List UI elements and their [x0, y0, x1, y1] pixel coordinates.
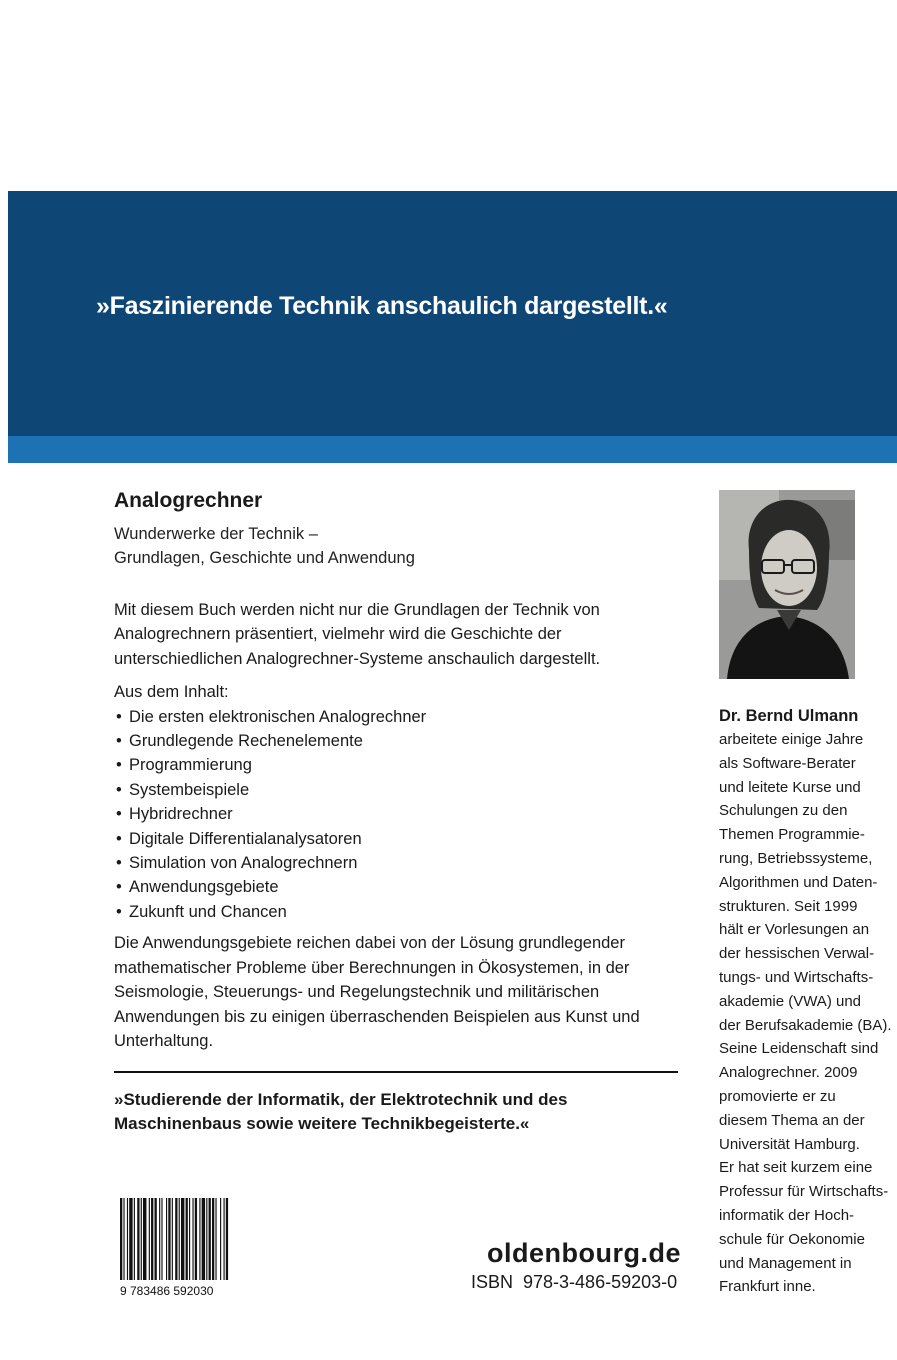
barcode-bar — [137, 1198, 139, 1280]
isbn-number: 978-3-486-59203-0 — [523, 1272, 678, 1292]
barcode-bar — [127, 1198, 128, 1280]
barcode-bar — [202, 1198, 205, 1280]
audience-quote — [114, 1088, 684, 1136]
bio-line: strukturen. Seit 1999 — [719, 897, 858, 915]
bullet-icon: • — [116, 732, 122, 751]
bio-line: hält er Vorlesungen an — [719, 921, 870, 939]
list-item: • Zukunft und Chancen — [114, 900, 680, 924]
barcode-bar — [129, 1198, 132, 1280]
bullet-icon: • — [116, 854, 122, 873]
barcode-bar — [189, 1198, 190, 1280]
barcode-bar — [155, 1198, 157, 1280]
barcode-bar — [181, 1198, 184, 1280]
bio-line: rung, Betriebssysteme, — [719, 849, 873, 867]
bio-line: Professur für Wirtschafts- — [719, 1183, 889, 1201]
barcode-bar — [175, 1198, 177, 1280]
bio-line: promovierte er zu — [719, 1087, 836, 1105]
isbn-line — [471, 1272, 679, 1293]
barcode-bar — [220, 1198, 221, 1280]
barcode-bar — [206, 1198, 207, 1280]
barcode — [118, 1198, 266, 1298]
bullet-icon: • — [116, 829, 122, 848]
list-item: • Systembeispiele — [114, 778, 680, 802]
barcode-bar — [141, 1198, 142, 1280]
publisher-url: oldenbourg.de — [487, 1238, 681, 1268]
bio-line: tungs- und Wirtschafts- — [719, 968, 874, 986]
book-title: Analogrechner — [114, 489, 263, 512]
bio-line: schule für Oekonomie — [719, 1230, 865, 1248]
author-photo — [719, 490, 855, 679]
barcode-bar — [120, 1198, 122, 1280]
book-subtitle — [114, 522, 680, 570]
bio-line: Universität Hamburg. — [719, 1135, 860, 1153]
bio-line: Frankfurt inne. — [719, 1278, 816, 1296]
isbn-label: ISBN — [471, 1272, 514, 1292]
barcode-bar — [143, 1198, 146, 1280]
barcode-bar — [159, 1198, 160, 1280]
barcode-bar — [192, 1198, 193, 1280]
bio-line: als Software-Berater — [719, 754, 856, 772]
bio-line: akademie (VWA) und — [719, 992, 862, 1010]
barcode-bar — [168, 1198, 170, 1280]
author-name: Dr. Bernd Ulmann — [719, 707, 859, 725]
author-bio — [719, 728, 897, 1299]
bio-line: Algorithmen und Daten- — [719, 873, 878, 891]
barcode-bar — [215, 1198, 216, 1280]
intro-paragraph: Mit diesem Buch werden nicht nur die Grundlagen der Technik von Analogrechnern präsentiert, vielmehr wird die Geschichte der unterschiedlichen Analogrechner-Systeme anschaulich dargestellt. — [114, 601, 601, 668]
bio-line: Analogrechner. 2009 — [719, 1064, 858, 1082]
applications-paragraph: Die Anwendungsgebiete reichen dabei von der Lösung grundlegender mathematischer Probleme über Berechnungen in Ökosystemen, in der Seismologie, Steuerungs- und Regelungstechnik und militärischen Anwendungen bis zu einigen überraschenden Beispielen aus Kunst und Unterhaltung. — [114, 934, 640, 1050]
barcode-bar — [226, 1198, 228, 1280]
list-item: • Die ersten elektronischen Analogrechner — [114, 705, 680, 729]
barcode-bar — [172, 1198, 173, 1280]
barcode-bar — [195, 1198, 197, 1280]
subtitle-line: Grundlagen, Geschichte und Anwendung — [114, 549, 415, 567]
list-item: • Programmierung — [114, 753, 680, 777]
barcode-bar — [212, 1198, 214, 1280]
contents-heading: Aus dem Inhalt: — [114, 683, 229, 702]
barcode-number: 9 783486 592030 — [120, 1284, 214, 1298]
list-item: • Simulation von Analogrechnern — [114, 851, 680, 875]
bullet-icon: • — [116, 707, 122, 726]
subtitle-line: Wunderwerke der Technik – — [114, 525, 318, 543]
contents-list — [114, 705, 680, 925]
bio-line: und leitete Kurse und — [719, 778, 861, 796]
bullet-icon: • — [116, 756, 122, 775]
barcode-bar — [224, 1198, 225, 1280]
bio-line: der hessischen Verwal- — [719, 945, 875, 963]
barcode-bar — [199, 1198, 200, 1280]
barcode-bar — [209, 1198, 211, 1280]
barcode-bar — [149, 1198, 150, 1280]
barcode-bar — [134, 1198, 135, 1280]
barcode-bar — [166, 1198, 167, 1280]
bio-line: arbeitete einige Jahre — [719, 731, 864, 748]
bio-line: informatik der Hoch- — [719, 1206, 855, 1224]
banner-tagline: »Faszinierende Technik anschaulich dargestellt.« — [96, 292, 668, 320]
bio-line: der Berufsakademie (BA). — [719, 1016, 892, 1034]
bio-line: und Management in — [719, 1254, 852, 1272]
list-item: • Digitale Differentialanalysatoren — [114, 827, 680, 851]
barcode-bar — [151, 1198, 153, 1280]
author-block — [719, 704, 897, 1299]
bullet-icon: • — [116, 805, 122, 824]
bio-line: Seine Leidenschaft sind — [719, 1040, 879, 1058]
quote-line: »Studierende der Informatik, der Elektrotechnik und des — [114, 1090, 568, 1109]
bullet-icon: • — [116, 780, 122, 799]
barcode-bar — [161, 1198, 162, 1280]
barcode-bar — [186, 1198, 188, 1280]
barcode-bar — [123, 1198, 124, 1280]
list-item: • Anwendungsgebiete — [114, 875, 680, 899]
bio-line: diesem Thema an der — [719, 1111, 865, 1129]
divider — [114, 1071, 678, 1073]
bio-line: Themen Programmie- — [719, 826, 865, 844]
bio-line: Er hat seit kurzem eine — [719, 1159, 873, 1177]
list-item: • Hybridrechner — [114, 802, 680, 826]
main-column — [114, 487, 680, 1053]
quote-line: Maschinenbaus sowie weitere Technikbegeisterte.« — [114, 1114, 530, 1133]
barcode-bar — [179, 1198, 180, 1280]
bullet-icon: • — [116, 878, 122, 897]
bio-line: Schulungen zu den — [719, 802, 848, 820]
bullet-icon: • — [116, 902, 122, 921]
banner-stripe — [8, 436, 897, 463]
list-item: • Grundlegende Rechenelemente — [114, 729, 680, 753]
